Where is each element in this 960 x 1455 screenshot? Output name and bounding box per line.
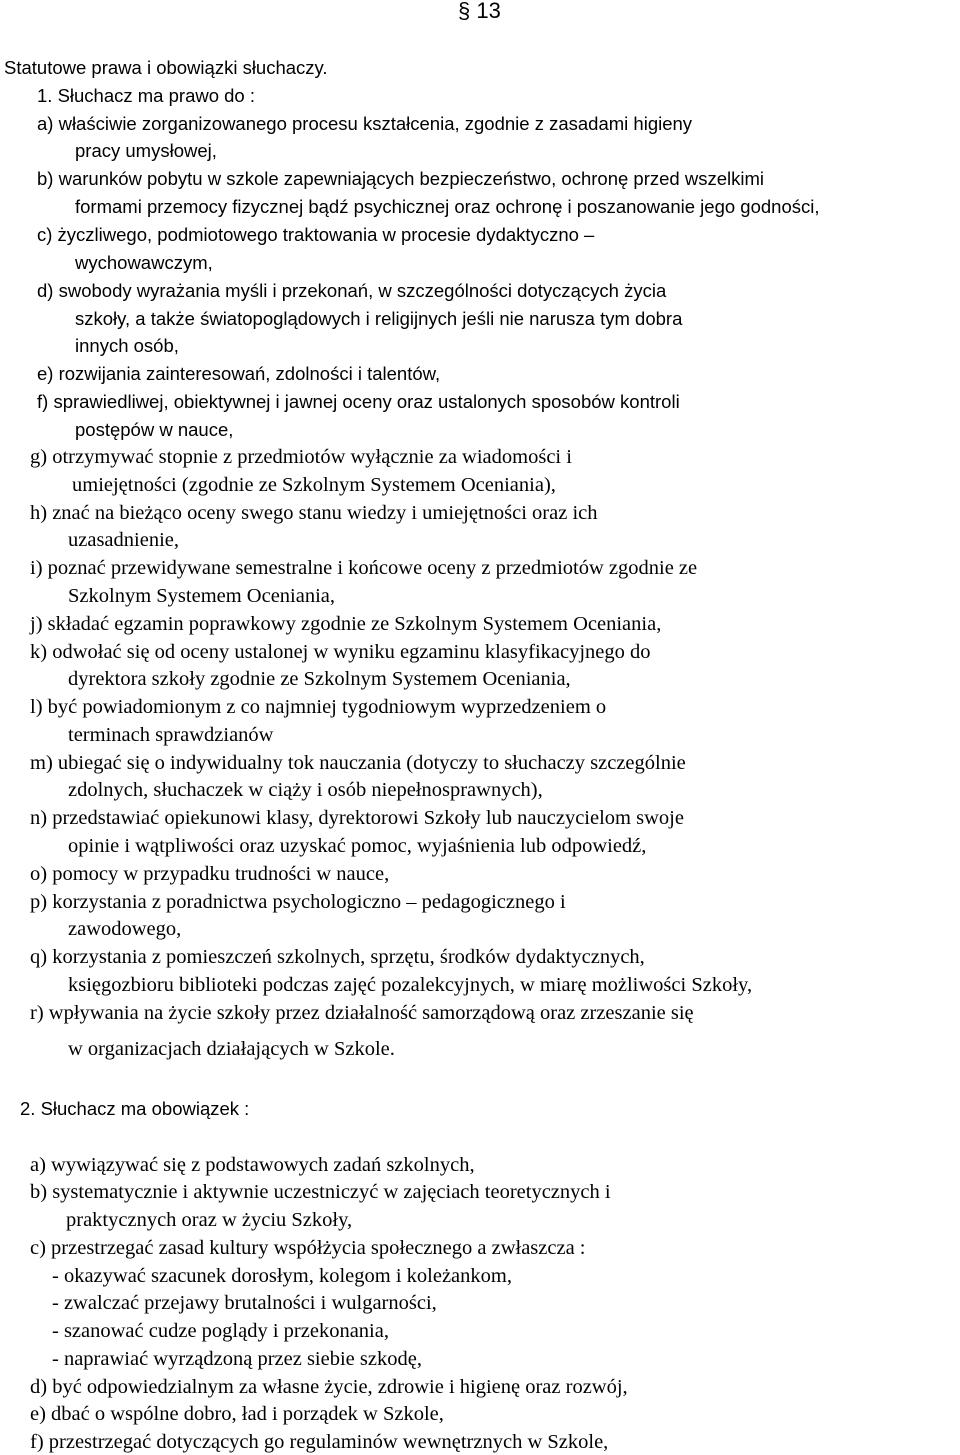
duties-item-a: a) wywiązywać się z podstawowych zadań szkolnych,: [30, 1154, 475, 1176]
duties-item-b-cont: praktycznych oraz w życiu Szkoły,: [66, 1209, 353, 1231]
document-heading: Statutowe prawa i obowiązki słuchaczy.: [4, 57, 328, 78]
rights-item-m-cont: zdolnych, słuchaczek w ciąży i osób niepełnosprawnych),: [68, 779, 543, 801]
rights-item-k-cont: dyrektora szkoły zgodnie ze Szkolnym Systemem Oceniania,: [68, 668, 571, 690]
rights-item-p: p) korzystania z poradnictwa psychologiczno – pedagogicznego i: [30, 891, 566, 913]
page-number: § 13: [458, 0, 501, 23]
rights-item-d-cont-2: innych osób,: [75, 335, 179, 356]
rights-item-c: c) życzliwego, podmiotowego traktowania w procesie dydaktyczno –: [37, 224, 595, 245]
rights-item-h: h) znać na bieżąco oceny swego stanu wiedzy i umiejętności oraz ich: [30, 502, 598, 524]
duties-item-e: e) dbać o wspólne dobro, ład i porządek w Szkole,: [30, 1403, 444, 1425]
duties-item-d: d) być odpowiedzialnym za własne życie, zdrowie i higienę oraz rozwój,: [30, 1376, 628, 1398]
rights-item-l: l) być powiadomionym z co najmniej tygodniowym wyprzedzeniem o: [30, 696, 607, 718]
rights-item-i: i) poznać przewidywane semestralne i końcowe oceny z przedmiotów zgodnie ze: [30, 557, 698, 579]
rights-item-b: b) warunków pobytu w szkole zapewniających bezpieczeństwo, ochronę przed wszelkimi: [37, 168, 764, 189]
rights-item-q-cont: księgozbioru biblioteki podczas zajęć pozalekcyjnych, w miarę możliwości Szkoły,: [68, 974, 753, 996]
rights-item-b-cont: formami przemocy fizycznej bądź psychicznej oraz ochronę i poszanowanie jego godności,: [75, 196, 820, 217]
rights-item-p-cont: zawodowego,: [68, 918, 182, 940]
rights-item-g-cont: umiejętności (zgodnie ze Szkolnym Systemem Oceniania),: [72, 474, 556, 496]
rights-item-d: d) swobody wyrażania myśli i przekonań, w szczególności dotyczących życia: [37, 280, 667, 301]
duties-item-c-bullet-3: - szanować cudze poglądy i przekonania,: [52, 1320, 389, 1342]
rights-item-l-cont: terminach sprawdzianów: [68, 724, 274, 746]
rights-item-m: m) ubiegać się o indywidualny tok nauczania (dotyczy to słuchaczy szczególnie: [30, 752, 686, 774]
duties-item-c-bullet-2: - zwalczać przejawy brutalności i wulgarności,: [52, 1292, 437, 1314]
rights-item-d-cont-1: szkoły, a także światopoglądowych i religijnych jeśli nie narusza tym dobra: [75, 308, 683, 329]
duties-item-c-bullet-1: - okazywać szacunek dorosłym, kolegom i koleżankom,: [52, 1265, 512, 1287]
rights-item-o: o) pomocy w przypadku trudności w nauce,: [30, 863, 390, 885]
section-2-title: 2. Słuchacz ma obowiązek :: [20, 1098, 250, 1119]
rights-item-k: k) odwołać się od oceny ustalonej w wyniku egzaminu klasyfikacyjnego do: [30, 641, 651, 663]
rights-item-h-cont: uzasadnienie,: [68, 529, 179, 551]
duties-item-c-bullet-4: - naprawiać wyrządzoną przez siebie szkodę,: [52, 1348, 422, 1370]
rights-item-n: n) przedstawiać opiekunowi klasy, dyrektorowi Szkoły lub nauczycielom swoje: [30, 807, 684, 829]
rights-item-a: a) właściwie zorganizowanego procesu kształcenia, zgodnie z zasadami higieny: [37, 113, 693, 134]
rights-item-q: q) korzystania z pomieszczeń szkolnych, sprzętu, środków dydaktycznych,: [30, 946, 645, 968]
rights-item-a-cont: pracy umysłowej,: [75, 140, 217, 161]
rights-item-f-cont: postępów w nauce,: [75, 419, 234, 440]
section-1-title: 1. Słuchacz ma prawo do :: [37, 85, 255, 106]
rights-item-i-cont: Szkolnym Systemem Oceniania,: [68, 585, 336, 607]
duties-item-c: c) przestrzegać zasad kultury współżycia społecznego a zwłaszcza :: [30, 1237, 586, 1259]
rights-item-e: e) rozwijania zainteresowań, zdolności i talentów,: [37, 363, 441, 384]
rights-item-n-cont: opinie i wątpliwości oraz uzyskać pomoc, wyjaśnienia lub odpowiedź,: [68, 835, 647, 857]
rights-item-c-cont: wychowawczym,: [75, 252, 213, 273]
duties-item-f: f) przestrzegać dotyczących go regulaminów wewnętrznych w Szkole,: [30, 1431, 609, 1453]
rights-item-r-cont: w organizacjach działających w Szkole.: [68, 1038, 395, 1060]
rights-item-f: f) sprawiedliwej, obiektywnej i jawnej oceny oraz ustalonych sposobów kontroli: [37, 391, 680, 412]
rights-item-j: j) składać egzamin poprawkowy zgodnie ze Szkolnym Systemem Oceniania,: [30, 613, 662, 635]
duties-item-b: b) systematycznie i aktywnie uczestniczyć w zajęciach teoretycznych i: [30, 1181, 611, 1203]
rights-item-g: g) otrzymywać stopnie z przedmiotów wyłącznie za wiadomości i: [30, 446, 572, 468]
rights-item-r: r) wpływania na życie szkoły przez działalność samorządową oraz zrzeszanie się: [30, 1002, 694, 1024]
